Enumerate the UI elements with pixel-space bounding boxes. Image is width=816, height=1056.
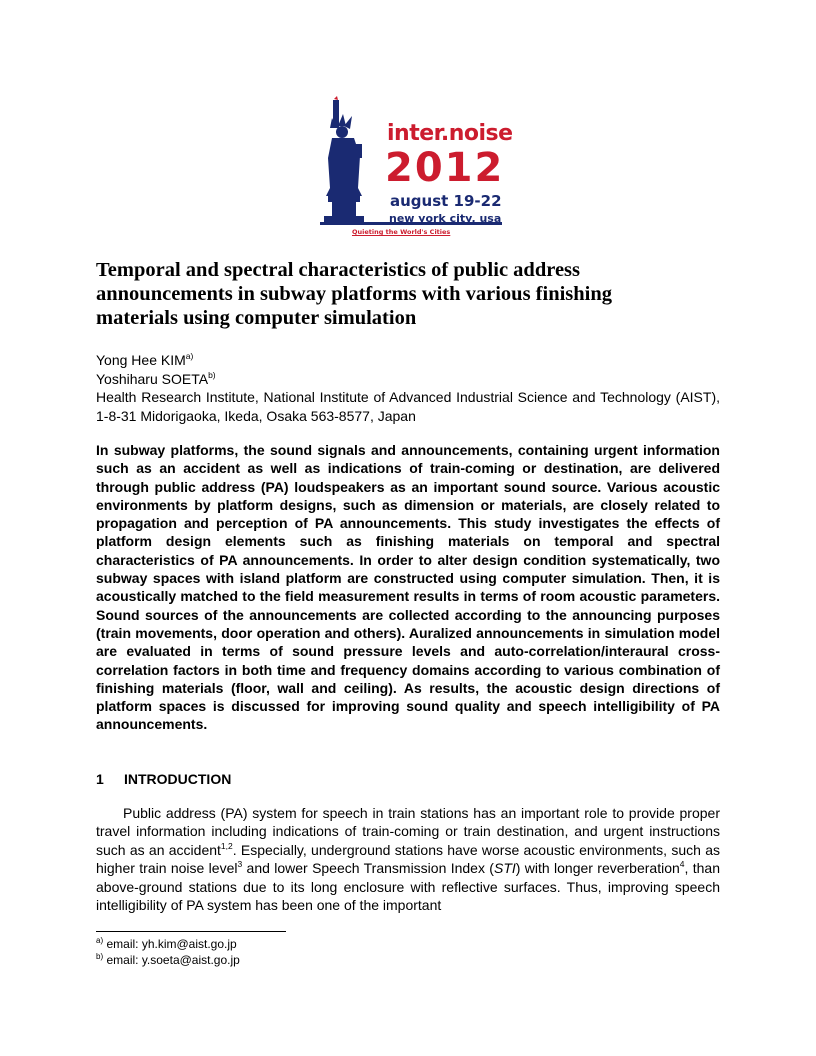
- section-heading: [96, 771, 231, 787]
- footnote-text: email: y.soeta@aist.go.jp: [106, 952, 240, 967]
- logo-tagline: Quieting the World's Cities: [352, 228, 451, 236]
- logo-city: new york city, usa: [389, 212, 502, 225]
- footnote-mark: b): [96, 951, 104, 961]
- body-text: Public address (PA) system for speech in train stations has an important role to provide proper travel information including indications of train-coming or train destination, and urgent instructions such as an accident: [96, 805, 720, 858]
- body-text: , than above-ground stations due to its long enclosure with reflective surfaces. Thus, improving speech intelligibility of PA system has been one of the important: [96, 860, 721, 914]
- author-name: Yoshiharu SOETA: [96, 370, 209, 387]
- body-text: and lower Speech Transmission Index (: [242, 860, 494, 877]
- author-name: Yong Hee KIM: [96, 352, 186, 368]
- footnote: [96, 937, 240, 953]
- body-text: ) with longer reverberation: [515, 860, 680, 877]
- citation-ref: 3: [237, 859, 243, 870]
- intro-paragraph: [96, 804, 720, 914]
- author-line: [96, 351, 720, 370]
- abstract: In subway platforms, the sound signals and announcements, containing urgent information such as an accident as well as indications of train-coming or destination, are delivered through public address (PA) loudspeakers as an important sound source. Various acoustic environments by platform designs, such as dimension or materials, are closely related to propagation and perception of PA announcements. This study investigates the effects of platform design elements such as finishing materials on temporal and spectral characteristics of PA announcements. In order to alter design condition systematically, two subway spaces with island platform are constructed using computer simulation. Then, it is acoustically matched to the field measurement results in terms of room acoustic parameters. Sound sources of the announcements are collected according to the announcing purposes (train movements, door operation and others). Auralized announcements in simulation model are evaluated in terms of sound pressure levels and auto-correlation/interaural cross-correlation factors in both time and frequency domains according to various combination of finishing materials (floor, wall and ceiling). As results, the acoustic design directions of platform spaces is discussed for improving sound quality and speech intelligibility of PA announcements.: [96, 442, 720, 733]
- author-mark: b): [208, 369, 216, 380]
- author-line: [96, 370, 720, 389]
- logo-dates: august 19-22: [390, 192, 502, 210]
- section-number: 1: [96, 771, 104, 787]
- footnote-text: email: yh.kim@aist.go.jp: [106, 937, 237, 951]
- body-text: . Especially, underground stations have worse acoustic environments, such as higher train noise level: [96, 841, 720, 877]
- author-mark: a): [185, 351, 194, 361]
- author-block: [96, 351, 720, 425]
- footnotes: [96, 937, 240, 968]
- sti-abbrev: STI: [493, 860, 516, 877]
- footnote-mark: a): [96, 936, 104, 945]
- paper-title: Temporal and spectral characteristics of public address announcements in subway platforms with various finishing materials using computer simulation: [96, 259, 613, 329]
- section-title: INTRODUCTION: [124, 771, 232, 787]
- footnote: [96, 953, 240, 969]
- logo-year: 2012: [385, 145, 505, 191]
- citation-ref: 4: [679, 859, 685, 870]
- footnote-divider: [96, 931, 286, 932]
- affiliation: Health Research Institute, National Institute of Advanced Industrial Science and Technology (AIST), 1-8-31 Midorigaoka, Ikeda, Osaka 563-8577, Japan: [96, 389, 720, 424]
- citation-ref: 1,2: [220, 840, 233, 851]
- conference-logo: [318, 96, 513, 242]
- logo-wordmark: inter.noise: [387, 121, 513, 146]
